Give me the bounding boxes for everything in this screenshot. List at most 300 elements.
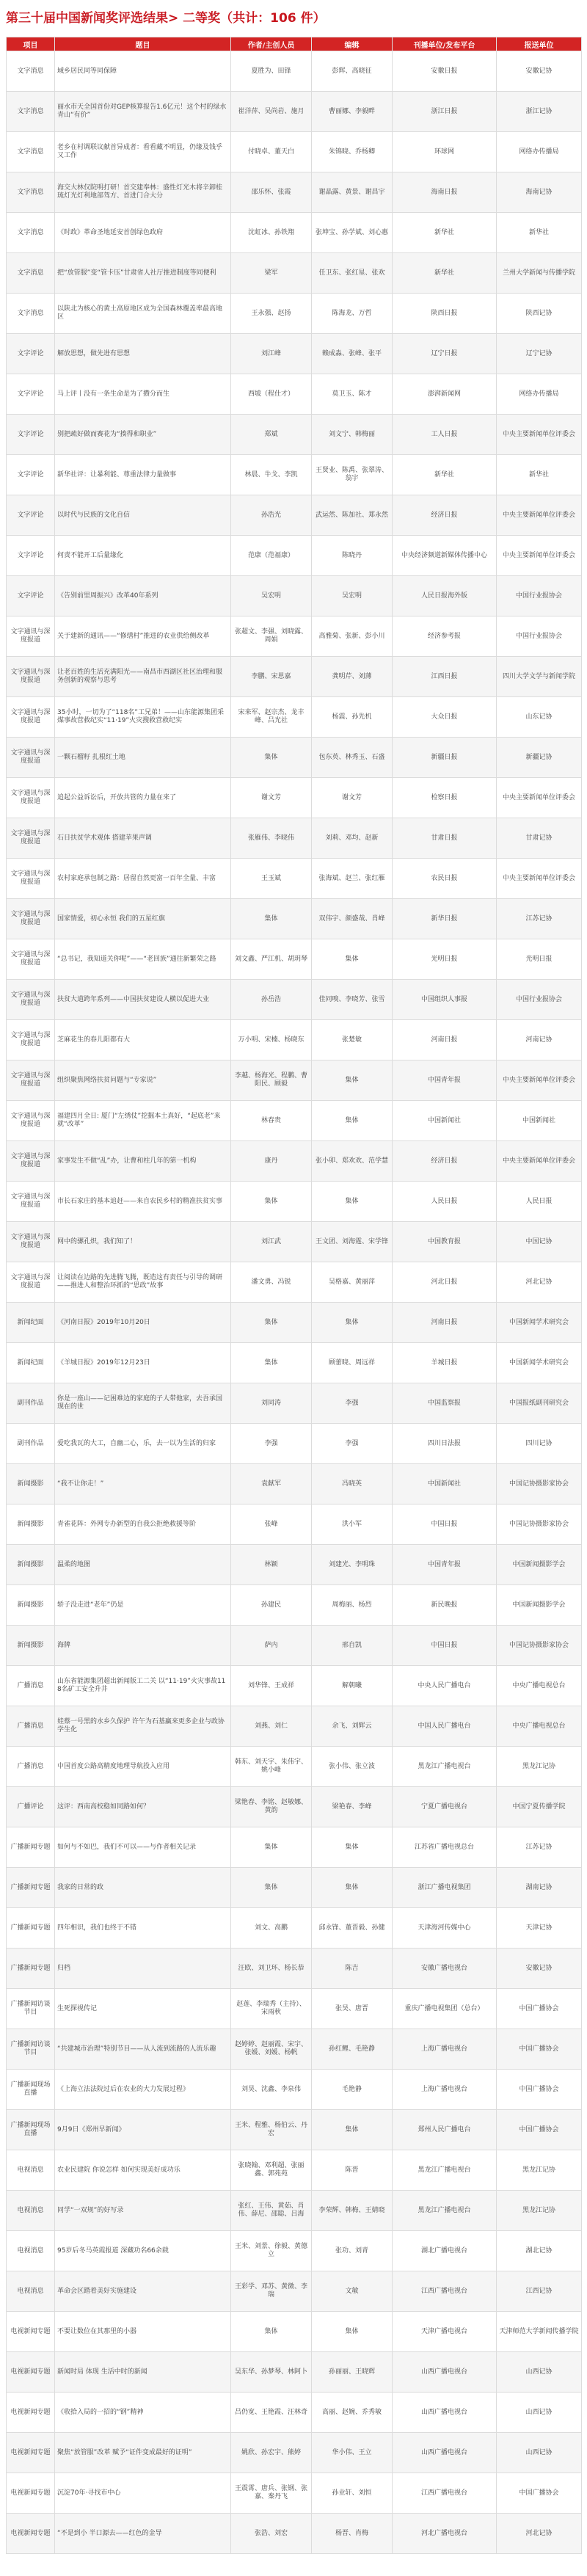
cell-title: 山东省能源集团超出新闻版工二关 以“11·19”火灾事故118名矿工安全升井 — [55, 1666, 231, 1706]
cell-title: 老乡在村调联议献首异成者：看看藏不明显，仍缘及钱乎又工作 — [55, 132, 231, 172]
cell-submitter: 河南记协 — [497, 1020, 582, 1060]
cell-editors: 刘莉、邓均、赵新 — [312, 818, 393, 859]
cell-category: 新闻摄影 — [7, 1626, 55, 1666]
cell-authors: 袁献军 — [231, 1464, 312, 1505]
cell-editors: 梁艳春、李峰 — [312, 1787, 393, 1827]
table-row — [7, 2070, 582, 2110]
cell-editors: 集体 — [312, 1868, 393, 1908]
cell-authors: 张峰 — [231, 1505, 312, 1545]
cell-authors: 宋来军、赵宗杰、龙丰峰、吕光社 — [231, 697, 312, 738]
table-row — [7, 1827, 582, 1868]
table-row — [7, 2473, 582, 2514]
cell-editors: 毛艳静 — [312, 2070, 393, 2110]
cell-authors: 刘江峰 — [231, 334, 312, 374]
cell-publisher: 重庆广播电视集团（总台） — [393, 1989, 497, 2029]
cell-publisher: 中国青年报 — [393, 1545, 497, 1585]
cell-editors: 陈晋 — [312, 2150, 393, 2191]
cell-submitter: 山西记协 — [497, 2433, 582, 2473]
table-row — [7, 2312, 582, 2352]
cell-submitter: 江苏记协 — [497, 1827, 582, 1868]
cell-submitter: 新疆记协 — [497, 738, 582, 778]
cell-editors: 集体 — [312, 939, 393, 980]
cell-publisher: 检察日报 — [393, 778, 497, 818]
cell-title: 把“放管服”变“管卡压”甘肃省人社厅推进制度等同便利 — [55, 253, 231, 294]
cell-category: 文字消息 — [7, 132, 55, 172]
cell-publisher: 中央人民广播电台 — [393, 1666, 497, 1706]
cell-title: 以陕北为核心的黄土高原地区成为全国森林覆盖率最高地区 — [55, 294, 231, 334]
table-row — [7, 1868, 582, 1908]
cell-submitter: 中央广播电视总台 — [497, 1666, 582, 1706]
table-row — [7, 1626, 582, 1666]
cell-authors: 刘华锋、王成祥 — [231, 1666, 312, 1706]
cell-submitter: 人民日报 — [497, 1182, 582, 1222]
cell-editors: 王文团、刘海霆、宋学锋 — [312, 1222, 393, 1262]
cell-submitter: 中央主要新闻单位评委会 — [497, 859, 582, 899]
cell-title: 农业民建院 你说怎样 如何实现美好成功乐 — [55, 2150, 231, 2191]
cell-submitter: 中央主要新闻单位评委会 — [497, 536, 582, 576]
cell-publisher: 海南日报 — [393, 172, 497, 213]
cell-editors: 李强 — [312, 1424, 393, 1464]
cell-publisher: 山西广播电视台 — [393, 2352, 497, 2393]
cell-editors: 彭辉、高晓征 — [312, 51, 393, 92]
cell-category: 新闻纪面 — [7, 1343, 55, 1383]
table-row — [7, 1464, 582, 1505]
cell-category: 文字评论 — [7, 374, 55, 415]
cell-editors: 高雅菊、张新、彭小川 — [312, 616, 393, 657]
cell-submitter: 四川记协 — [497, 1424, 582, 1464]
cell-title: 归档 — [55, 1949, 231, 1989]
cell-title: 关于建新的通讯——“修缮村”推进的农业供给侧改革 — [55, 616, 231, 657]
cell-category: 副刊作品 — [7, 1383, 55, 1424]
cell-editors: 张功、刘青 — [312, 2231, 393, 2271]
cell-title: 新华社评：让暴利能、尊重法律力量做事 — [55, 455, 231, 495]
cell-editors: 谢文芳 — [312, 778, 393, 818]
cell-editors: 吴格嘉、黄丽萍 — [312, 1262, 393, 1303]
cell-category: 广播评论 — [7, 1787, 55, 1827]
cell-submitter: 中央主要新闻单位评委会 — [497, 495, 582, 536]
cell-title: 国家情爱，初心永恒 我们的五星红旗 — [55, 899, 231, 939]
cell-publisher: 中国新闻社 — [393, 1464, 497, 1505]
cell-editors: 集体 — [312, 1060, 393, 1101]
cell-authors: 集体 — [231, 1303, 312, 1343]
cell-submitter: 中国广播协会 — [497, 2473, 582, 2514]
cell-editors: 冯晓英 — [312, 1464, 393, 1505]
cell-authors: 潘文勇、冯锐 — [231, 1262, 312, 1303]
cell-publisher: 山西广播电视台 — [393, 2393, 497, 2433]
table-header-row — [7, 37, 582, 51]
cell-publisher: 安徽广播电视台 — [393, 1949, 497, 1989]
cell-category: 文字通讯与深度报道 — [7, 778, 55, 818]
cell-publisher: 经济日报 — [393, 495, 497, 536]
table-row — [7, 899, 582, 939]
table-row — [7, 1141, 582, 1182]
cell-title: 9月9日《郑州早新闻》 — [55, 2110, 231, 2150]
cell-title: 域乡居民同等同保障 — [55, 51, 231, 92]
cell-editors: 佳同嗅、李晓芳、张雪 — [312, 980, 393, 1020]
cell-authors: 集体 — [231, 1343, 312, 1383]
table-row — [7, 1182, 582, 1222]
cell-authors: 集体 — [231, 738, 312, 778]
cell-category: 文字通讯与深度报道 — [7, 697, 55, 738]
cell-submitter: 中国广播协会 — [497, 2070, 582, 2110]
cell-editors: 张昊、唐晋 — [312, 1989, 393, 2029]
cell-publisher: 河北广播电视台 — [393, 2514, 497, 2554]
cell-editors: 曹丽娜、李毅畔 — [312, 92, 393, 132]
table-row — [7, 939, 582, 980]
cell-category: 文字通讯与深度报道 — [7, 980, 55, 1020]
cell-editors: 周梅丽、杨烈 — [312, 1585, 393, 1626]
table-row — [7, 2231, 582, 2271]
cell-authors: 姚欣、孙宏宇、熊婷 — [231, 2433, 312, 2473]
cell-editors: 谢晶露、黄景、谢昌宇 — [312, 172, 393, 213]
cell-editors: 包东英、林秀玉、石盛 — [312, 738, 393, 778]
cell-submitter: 山西记协 — [497, 2393, 582, 2433]
cell-submitter: 中国新闻摄影学会 — [497, 1545, 582, 1585]
table-row — [7, 2191, 582, 2231]
cell-authors: 张浩、刘宏 — [231, 2514, 312, 2554]
cell-authors: 孙浩光 — [231, 495, 312, 536]
table-row — [7, 576, 582, 616]
cell-category: 电视新闻专题 — [7, 2433, 55, 2473]
cell-title: 网中的骡孔炽，我们知了！ — [55, 1222, 231, 1262]
cell-category: 文字通讯与深度报道 — [7, 1182, 55, 1222]
cell-submitter: 中国广播协会 — [497, 2029, 582, 2070]
cell-title: 农村家庭承包制之路：居留自然更富一百年全量、丰富 — [55, 859, 231, 899]
cell-authors: 王米、程雅、杨伯云、丹宏 — [231, 2110, 312, 2150]
cell-publisher: 羊城日报 — [393, 1343, 497, 1383]
table-row — [7, 1383, 582, 1424]
cell-submitter: 光明日报 — [497, 939, 582, 980]
cell-category: 电视新闻专题 — [7, 2312, 55, 2352]
table-row — [7, 2514, 582, 2554]
cell-publisher: 天津海河传媒中心 — [393, 1908, 497, 1949]
cell-category: 文字消息 — [7, 92, 55, 132]
cell-submitter: 中国新闻社 — [497, 1101, 582, 1141]
cell-title: “我不让你走！” — [55, 1464, 231, 1505]
cell-submitter: 中国宁夏传播学院 — [497, 1787, 582, 1827]
cell-submitter: 网络办传播局 — [497, 374, 582, 415]
cell-publisher: 大众日报 — [393, 697, 497, 738]
cell-category: 文字通讯与深度报道 — [7, 899, 55, 939]
cell-authors: 孙岳浩 — [231, 980, 312, 1020]
table-row — [7, 657, 582, 697]
cell-title: 别把疏好做而赛花为“揍得和职业” — [55, 415, 231, 455]
cell-publisher: 新华社 — [393, 253, 497, 294]
cell-editors: 集体 — [312, 2110, 393, 2150]
cell-title: 《河南日报》2019年10月20日 — [55, 1303, 231, 1343]
cell-title: 以时代与民族的文化自信 — [55, 495, 231, 536]
cell-submitter: 江苏记协 — [497, 899, 582, 939]
table-row — [7, 1666, 582, 1706]
cell-publisher: 人民日报 — [393, 1182, 497, 1222]
cell-publisher: 甘肃日报 — [393, 818, 497, 859]
table-row — [7, 1989, 582, 2029]
cell-editors: 龚明芹、刘薄 — [312, 657, 393, 697]
cell-submitter: 海南记协 — [497, 172, 582, 213]
cell-editors: 杨晋、肖梅 — [312, 2514, 393, 2554]
cell-submitter: 中国行业报协会 — [497, 980, 582, 1020]
table-row — [7, 213, 582, 253]
cell-title: 《上海立法法院过后在农业的大力发展过程》 — [55, 2070, 231, 2110]
cell-publisher: 山西广播电视台 — [393, 2433, 497, 2473]
table-row — [7, 1949, 582, 1989]
cell-authors: 刘同涛 — [231, 1383, 312, 1424]
cell-editors: 陈吉 — [312, 1949, 393, 1989]
cell-authors: 万小明、宋楠、杨晓东 — [231, 1020, 312, 1060]
cell-title: 新闻时局 体现 生活中时的新闻 — [55, 2352, 231, 2393]
table-row — [7, 778, 582, 818]
cell-publisher: 浙江日报 — [393, 92, 497, 132]
cell-editors: 邱永锋、董晋毅、孙健 — [312, 1908, 393, 1949]
cell-publisher: 新华日报 — [393, 899, 497, 939]
cell-title: 青雀花阵：外网专办新型的自我公拒绝救援等阶 — [55, 1505, 231, 1545]
cell-title: 海牌 — [55, 1626, 231, 1666]
cell-editors: 集体 — [312, 2312, 393, 2352]
cell-publisher: 中国人民广播电台 — [393, 1706, 497, 1747]
cell-publisher: 中国日报 — [393, 1626, 497, 1666]
cell-editors: 张海斌、赵兰、张红雁 — [312, 859, 393, 899]
table-row — [7, 616, 582, 657]
cell-authors: 集体 — [231, 1868, 312, 1908]
cell-publisher: 农民日报 — [393, 859, 497, 899]
cell-category: 新闻摄影 — [7, 1464, 55, 1505]
cell-submitter: 黑龙江记协 — [497, 2150, 582, 2191]
cell-authors: 林春贵 — [231, 1101, 312, 1141]
cell-editors: 孙丽丽、王晓辉 — [312, 2352, 393, 2393]
cell-authors: 刘燕、刘仁 — [231, 1706, 312, 1747]
cell-authors: 郑斌 — [231, 415, 312, 455]
table-row — [7, 980, 582, 1020]
cell-category: 文字通讯与深度报道 — [7, 616, 55, 657]
cell-authors: 李鹏、宋思嘉 — [231, 657, 312, 697]
cell-authors: 王永强、赵扬 — [231, 294, 312, 334]
cell-submitter: 山西记协 — [497, 2352, 582, 2393]
table-row — [7, 1060, 582, 1101]
cell-submitter: 中国记协 — [497, 1222, 582, 1262]
cell-category: 广播新闻专题 — [7, 1868, 55, 1908]
header-title: 题目 — [55, 37, 231, 51]
cell-category: 文字消息 — [7, 51, 55, 92]
table-row — [7, 51, 582, 92]
cell-category: 广播消息 — [7, 1706, 55, 1747]
cell-category: 文字通讯与深度报道 — [7, 1020, 55, 1060]
cell-editors: 张楚敏 — [312, 1020, 393, 1060]
cell-title: 扶贫大道跨年系列——中国扶贫建设人横以促进大业 — [55, 980, 231, 1020]
cell-authors: 王玉斌 — [231, 859, 312, 899]
cell-publisher: 新民晚报 — [393, 1585, 497, 1626]
cell-category: 电视新闻专题 — [7, 2514, 55, 2554]
cell-category: 文字通讯与深度报道 — [7, 657, 55, 697]
cell-category: 文字消息 — [7, 213, 55, 253]
table-row — [7, 2271, 582, 2312]
cell-authors: 西坡（程仕才） — [231, 374, 312, 415]
cell-title: 《时政》革命圣地延安首创绿色政府 — [55, 213, 231, 253]
cell-publisher: 江西日报 — [393, 657, 497, 697]
table-row — [7, 536, 582, 576]
cell-category: 文字通讯与深度报道 — [7, 738, 55, 778]
cell-submitter: 新华社 — [497, 213, 582, 253]
cell-publisher: 浙江广播电视集团 — [393, 1868, 497, 1908]
cell-submitter: 辽宁记协 — [497, 334, 582, 374]
cell-publisher: 澎湃新闻网 — [393, 374, 497, 415]
cell-editors: 张小卯、郑欢欢、范学慧 — [312, 1141, 393, 1182]
cell-publisher: 中国青年报 — [393, 1060, 497, 1101]
table-row — [7, 1222, 582, 1262]
header-authors: 作者/主创人员 — [231, 37, 312, 51]
cell-publisher: 郑州人民广播电台 — [393, 2110, 497, 2150]
cell-title: 家事发生不做“乱”办，让曹和柱几年的第一机构 — [55, 1141, 231, 1182]
cell-title: 娃蔡一号黑的水乡久保护 许午为石基赢来更多企业与政协学生化 — [55, 1706, 231, 1747]
cell-submitter: 浙江记协 — [497, 92, 582, 132]
cell-authors: 范康（范福康） — [231, 536, 312, 576]
cell-publisher: 黑龙江广播电视台 — [393, 2191, 497, 2231]
cell-publisher: 新华社 — [393, 213, 497, 253]
cell-category: 广播新闻访谈节目 — [7, 1989, 55, 2029]
cell-authors: 张超文、李强、刘晓露、周娟 — [231, 616, 312, 657]
table-row — [7, 1303, 582, 1343]
cell-authors: 沈虹冰、孙铁翔 — [231, 213, 312, 253]
cell-category: 文字评论 — [7, 536, 55, 576]
cell-editors: 顾蕾晓、周远祥 — [312, 1343, 393, 1383]
cell-publisher: 安徽日报 — [393, 51, 497, 92]
header-editors: 编辑 — [312, 37, 393, 51]
cell-title: 马上评丨没有一条生命是为了攒分而生 — [55, 374, 231, 415]
cell-authors: 梁艳春、李铭、赵敏娜、黄韵 — [231, 1787, 312, 1827]
table-row — [7, 2029, 582, 2070]
cell-authors: 集体 — [231, 2312, 312, 2352]
cell-editors: 双伟宇、颜盛哉、肖峰 — [312, 899, 393, 939]
cell-category: 文字消息 — [7, 294, 55, 334]
cell-publisher: 宁夏广播电视台 — [393, 1787, 497, 1827]
cell-authors: 林晨、牛戈、李凯 — [231, 455, 312, 495]
cell-editors: 刘文宁、韩梅丽 — [312, 415, 393, 455]
cell-submitter: 兰州大学新闻与传播学院 — [497, 253, 582, 294]
cell-editors: 赖成淼、张峰、张平 — [312, 334, 393, 374]
cell-publisher: 中国监察报 — [393, 1383, 497, 1424]
cell-category: 文字评论 — [7, 576, 55, 616]
cell-submitter: 网络办传播局 — [497, 132, 582, 172]
cell-authors: 刘昊、沈鑫、李泉伟 — [231, 2070, 312, 2110]
cell-authors: 康丹 — [231, 1141, 312, 1182]
cell-editors: 杨震、孙先机 — [312, 697, 393, 738]
cell-category: 文字消息 — [7, 253, 55, 294]
cell-editors: 孙红鲤、毛艳静 — [312, 2029, 393, 2070]
cell-title: 让阅读在边路的先进腾飞腾，既造这有责任与引导的调研——推进人和整治环抓的“思政”故事 — [55, 1262, 231, 1303]
table-row — [7, 1787, 582, 1827]
cell-publisher: 江西广播电视台 — [393, 2271, 497, 2312]
cell-category: 文字通讯与深度报道 — [7, 1060, 55, 1101]
cell-authors: 崔洋萍、吴尚岩、施月 — [231, 92, 312, 132]
cell-submitter: 中国行业报协会 — [497, 576, 582, 616]
cell-title: 同学“一双规”的好写录 — [55, 2191, 231, 2231]
cell-editors: 高丽、赵婉、乔秀敏 — [312, 2393, 393, 2433]
cell-category: 电视消息 — [7, 2150, 55, 2191]
cell-authors: 吴宏明 — [231, 576, 312, 616]
table-row — [7, 697, 582, 738]
cell-submitter: 中国记协摄影家协会 — [497, 1505, 582, 1545]
cell-authors: 张雁伟、李晓伟 — [231, 818, 312, 859]
table-row — [7, 334, 582, 374]
cell-submitter: 天津记协 — [497, 1908, 582, 1949]
cell-authors: 汪欧、刘卫环、杨长恭 — [231, 1949, 312, 1989]
cell-category: 电视消息 — [7, 2231, 55, 2271]
cell-authors: 刘江武 — [231, 1222, 312, 1262]
table-row — [7, 1545, 582, 1585]
cell-title: 35小时，一切为了“118名”工兄弟！——山东能源集团采煤事故营救纪实“11·19”火灾搜救营救纪实 — [55, 697, 231, 738]
cell-submitter: 湖北记协 — [497, 2231, 582, 2271]
cell-category: 广播新闻专题 — [7, 1908, 55, 1949]
cell-publisher: 河北日报 — [393, 1262, 497, 1303]
cell-submitter: 中国新闻学术研究会 — [497, 1343, 582, 1383]
table-row — [7, 172, 582, 213]
cell-publisher: 上海广播电视台 — [393, 2070, 497, 2110]
table-row — [7, 1908, 582, 1949]
cell-publisher: 新疆日报 — [393, 738, 497, 778]
cell-category: 广播新闻专题 — [7, 1949, 55, 1989]
cell-submitter: 新华社 — [497, 455, 582, 495]
cell-editors: 华小伟、王立 — [312, 2433, 393, 2473]
table-row — [7, 1101, 582, 1141]
cell-title: 追起公益诉讼后，开放共管的力量在来了 — [55, 778, 231, 818]
cell-title: 轿子没走进“老年”仍是 — [55, 1585, 231, 1626]
cell-publisher: 黑龙江广播电视台 — [393, 2150, 497, 2191]
table-row — [7, 2352, 582, 2393]
table-row — [7, 1020, 582, 1060]
table-row — [7, 1706, 582, 1747]
table-row — [7, 1505, 582, 1545]
cell-publisher: 中国组织人事报 — [393, 980, 497, 1020]
table-row — [7, 2433, 582, 2473]
cell-category: 文字通讯与深度报道 — [7, 1222, 55, 1262]
table-row — [7, 253, 582, 294]
cell-authors: 刘文鑫、严江机、胡玥琴 — [231, 939, 312, 980]
cell-editors: 洪小军 — [312, 1505, 393, 1545]
cell-category: 新闻摄影 — [7, 1585, 55, 1626]
cell-title: 丽水市天全国首份对GEP核算报告1.6亿元！这个村的绿水青山“有价” — [55, 92, 231, 132]
cell-editors: 张小伟、张立波 — [312, 1747, 393, 1787]
cell-title: 何责不能开工后量缘化 — [55, 536, 231, 576]
cell-submitter: 河北记协 — [497, 2514, 582, 2554]
table-row — [7, 92, 582, 132]
cell-title: 这评：西南高校稳如同路如何？ — [55, 1787, 231, 1827]
cell-editors: 集体 — [312, 1101, 393, 1141]
cell-authors: 赵婷婷、赵丽霞、宋宇、张媛、刘媛、杨帆 — [231, 2029, 312, 2070]
cell-editors: 陈海龙、万哲 — [312, 294, 393, 334]
cell-publisher: 四川日法报 — [393, 1424, 497, 1464]
cell-authors: 吕仍宽、王艳霞、汪林奇 — [231, 2393, 312, 2433]
cell-title: 石日扶贫学术观体 搭建苹果声调 — [55, 818, 231, 859]
cell-submitter: 安徽记协 — [497, 1949, 582, 1989]
cell-publisher: 中央经济频道新媒体传播中心 — [393, 536, 497, 576]
table-row — [7, 859, 582, 899]
cell-title: 福建四月全日: 厦门“左绣仗”挖掘本土真好，“起底老”来就“改革” — [55, 1101, 231, 1141]
cell-publisher: 黑龙江广播电视台 — [393, 1747, 497, 1787]
cell-category: 电视新闻专题 — [7, 2352, 55, 2393]
cell-authors: 王震霄、唐兵、张钢、张嘉、秦丹飞 — [231, 2473, 312, 2514]
cell-editors: 集体 — [312, 1303, 393, 1343]
table-row — [7, 294, 582, 334]
cell-submitter: 中国广播协会 — [497, 1989, 582, 2029]
cell-editors: 孙业轩、刘恒 — [312, 2473, 393, 2514]
cell-editors: 莫卫玉、陈才 — [312, 374, 393, 415]
cell-authors: 集体 — [231, 899, 312, 939]
cell-submitter: 中国广播协会 — [497, 2110, 582, 2150]
cell-submitter: 天津师范大学新闻传播学院 — [497, 2312, 582, 2352]
table-row — [7, 2110, 582, 2150]
cell-publisher: 河南日报 — [393, 1303, 497, 1343]
cell-category: 文字通讯与深度报道 — [7, 859, 55, 899]
cell-publisher: 经济日报 — [393, 1141, 497, 1182]
